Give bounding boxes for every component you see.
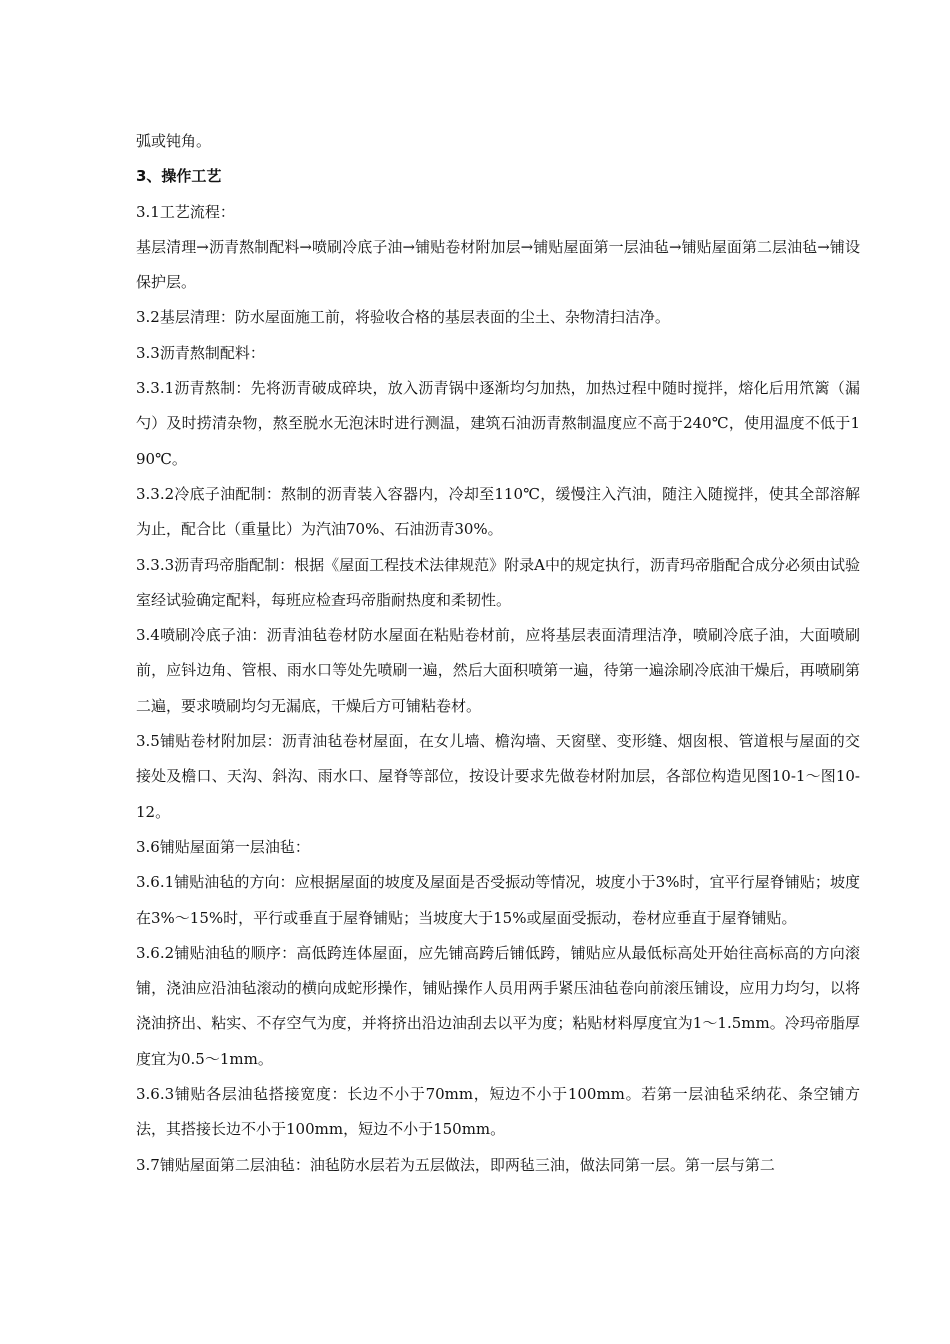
paragraph-3-6-3: 3.6.3铺贴各层油毡搭接宽度：长边不小于70mm，短边不小于100mm。若第一层油毡采纳花、条空铺方法，其搭接长边不小于100mm，短边不小于150mm。: [136, 1085, 860, 1139]
paragraph-3-6: 3.6铺贴屋面第一层油毡：: [136, 837, 310, 856]
paragraph-3-3-1: 3.3.1沥青熬制：先将沥青破成碎块，放入沥青锅中逐渐均匀加热，加热过程中随时搅拌，熔化后用笊篱（漏勺）及时捞清杂物，熬至脱水无泡沫时进行测温，建筑石油沥青熬制温度应不高于240℃，使用温度不低于190℃。: [136, 379, 860, 468]
document-body: [136, 124, 860, 1183]
paragraph-3-6-1: 3.6.1铺贴油毡的方向：应根据屋面的坡度及屋面是否受振动等情况，坡度小于3%时，宜平行屋脊铺贴；坡度在3%～15%时，平行或垂直于屋脊铺贴；当坡度大于15%或屋面受振动，卷材应垂直于屋脊铺贴。: [136, 873, 860, 927]
paragraph-process-flow: 基层清理→沥青熬制配料→喷刷冷底子油→铺贴卷材附加层→铺贴屋面第一层油毡→铺贴屋面第二层油毡→铺设保护层。: [136, 237, 860, 292]
section-heading: 3、操作工艺: [136, 167, 222, 186]
paragraph-3-5: 3.5铺贴卷材附加层：沥青油毡卷材屋面，在女儿墙、檐沟墙、天窗壁、变形缝、烟囱根、管道根与屋面的交接处及檐口、天沟、斜沟、雨水口、屋脊等部位，按设计要求先做卷材附加层，各部位构造见图10-1～图10-12。: [136, 732, 860, 821]
paragraph-3-7: 3.7铺贴屋面第二层油毡：油毡防水层若为五层做法，即两毡三油，做法同第一层。第一层与第二: [136, 1155, 775, 1174]
paragraph-3-6-2: 3.6.2铺贴油毡的顺序：高低跨连体屋面，应先铺高跨后铺低跨，铺贴应从最低标高处开始往高标高的方向滚铺，浇油应沿油毡滚动的横向成蛇形操作，铺贴操作人员用两手紧压油毡卷向前滚压铺设，应用力均匀，以将浇油挤出、粘实、不存空气为度，并将挤出沿边油刮去以平为度；粘贴材料厚度宜为1～1.5mm。冷玛帝脂厚度宜为0.5～1mm。: [136, 943, 860, 1068]
paragraph-3-3: 3.3沥青熬制配料：: [136, 343, 265, 362]
paragraph-3-4: 3.4喷刷冷底子油：沥青油毡卷材防水屋面在粘贴卷材前，应将基层表面清理洁净，喷刷冷底子油，大面喷刷前，应钭边角、管根、雨水口等处先喷刷一遍，然后大面积喷第一遍，待第一遍涂刷冷底油干燥后，再喷刷第二遍，要求喷刷均匀无漏底，干燥后方可铺粘卷材。: [136, 626, 860, 715]
paragraph-3-3-2: 3.3.2冷底子油配制：熬制的沥青装入容器内，冷却至110℃，缓慢注入汽油，随注入随搅拌，使其全部溶解为止，配合比（重量比）为汽油70%、石油沥青30%。: [136, 484, 860, 539]
paragraph-3-2: 3.2基层清理：防水屋面施工前，将验收合格的基层表面的尘土、杂物清扫洁净。: [136, 308, 670, 327]
paragraph-3-1: 3.1工艺流程：: [136, 202, 235, 221]
paragraph-3-3-3: 3.3.3沥青玛帝脂配制：根据《屋面工程技术法律规范》附录A中的规定执行，沥青玛帝脂配合成分必须由试验室经试验确定配料，每班应检查玛帝脂耐热度和柔韧性。: [136, 555, 861, 609]
paragraph-continuation: 弧或钝角。: [136, 132, 212, 150]
